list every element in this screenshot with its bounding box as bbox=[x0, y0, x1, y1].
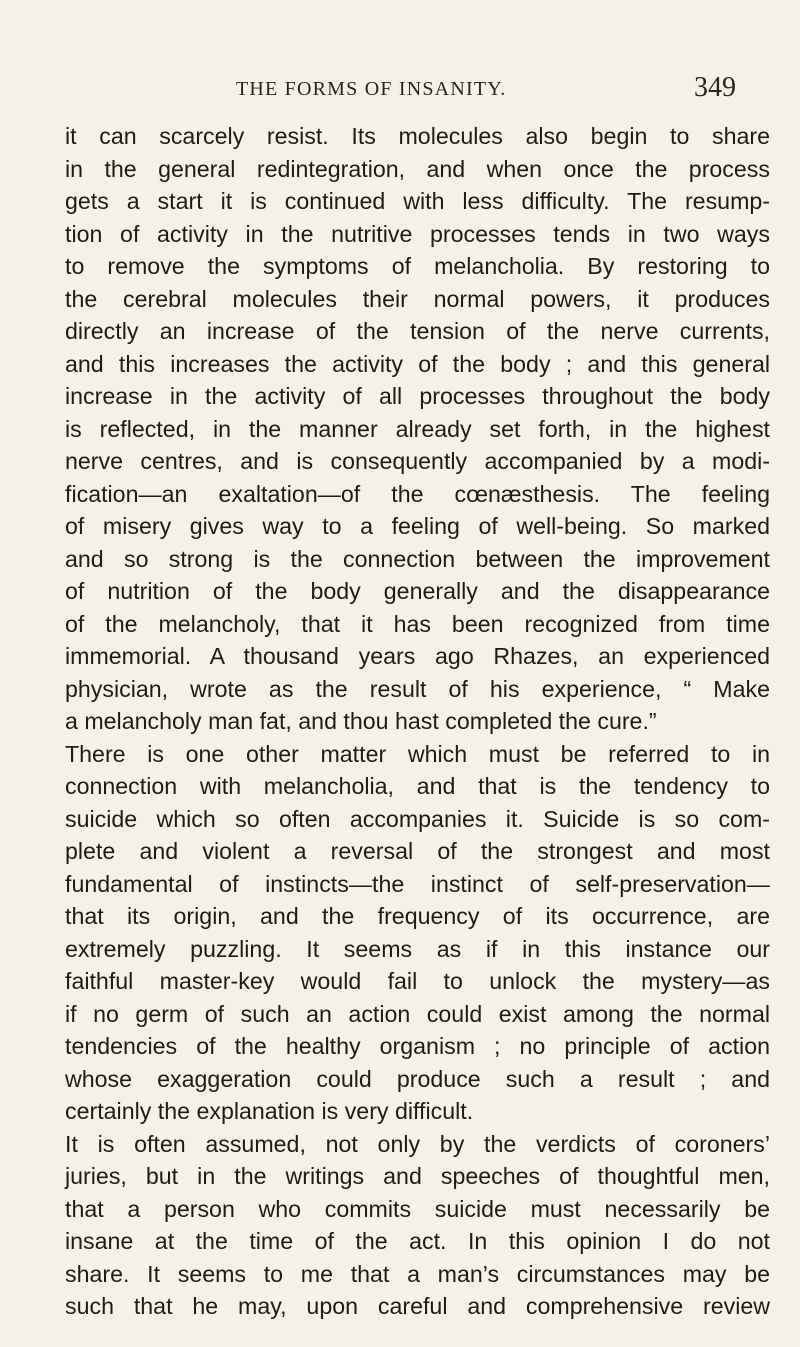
text-line: to remove the symptoms of melancholia. By restoring to bbox=[65, 253, 770, 279]
text-line: such that he may, upon careful and comprehensive review bbox=[65, 1293, 770, 1319]
text-line: directly an increase of the tension of the nerve currents, bbox=[65, 318, 770, 344]
text-line: whose exaggeration could produce such a result ; and bbox=[65, 1065, 770, 1092]
text-line: fication—an exaltation—of the cœnæsthesis. The feeling bbox=[65, 480, 770, 507]
text-line: gets a start it is continued with less difficulty. The resump- bbox=[65, 188, 770, 214]
text-line: tion of activity in the nutritive processes tends in two ways bbox=[65, 220, 770, 247]
text-line: the cerebral molecules their normal powers, it produces bbox=[65, 285, 770, 312]
text-line: and this increases the activity of the body ; and this general bbox=[65, 350, 770, 377]
text-line: of nutrition of the body generally and the disappearance bbox=[65, 578, 770, 604]
text-line: certainly the explanation is very difficult. bbox=[65, 1098, 474, 1124]
page-number: 349 bbox=[694, 72, 736, 103]
text-line: connection with melancholia, and that is the tendency to bbox=[65, 773, 770, 799]
text-line: share. It seems to me that a man’s circumstances may be bbox=[65, 1260, 770, 1287]
text-line: suicide which so often accompanies it. Suicide is so com- bbox=[65, 805, 770, 832]
running-head bbox=[180, 74, 780, 114]
body-text bbox=[65, 120, 770, 1323]
text-line: if no germ of such an action could exist among the normal bbox=[65, 1000, 770, 1027]
text-line: in the general redintegration, and when once the process bbox=[65, 155, 770, 182]
paragraph-start-line: There is one other matter which must be referred to in bbox=[65, 740, 770, 767]
text-line: fundamental of instincts—the instinct of self-preservation— bbox=[65, 870, 770, 897]
text-line: insane at the time of the act. In this opinion I do not bbox=[65, 1228, 770, 1254]
text-line: of the melancholy, that it has been recognized from time bbox=[65, 610, 770, 637]
text-line: faithful master-key would fail to unlock the mystery—as bbox=[65, 968, 770, 994]
text-line: juries, but in the writings and speeches of thoughtful men, bbox=[65, 1163, 770, 1189]
text-line: immemorial. A thousand years ago Rhazes, an experienced bbox=[65, 643, 770, 669]
text-line: it can scarcely resist. Its molecules also begin to share bbox=[65, 123, 770, 149]
text-line: that a person who commits suicide must necessarily be bbox=[65, 1195, 770, 1222]
text-line: increase in the activity of all processes throughout the body bbox=[65, 383, 770, 409]
text-line: is reflected, in the manner already set forth, in the highest bbox=[65, 415, 770, 442]
paragraph-start-line: It is often assumed, not only by the verdicts of coroners’ bbox=[65, 1130, 770, 1157]
text-line: physician, wrote as the result of his experience, “ Make bbox=[65, 675, 770, 702]
text-line: of misery gives way to a feeling of well-being. So marked bbox=[65, 513, 770, 539]
chapter-title: THE FORMS OF INSANITY. bbox=[236, 78, 507, 100]
text-line: and so strong is the connection between the improvement bbox=[65, 545, 770, 572]
text-line: that its origin, and the frequency of its occurrence, are bbox=[65, 903, 770, 929]
text-line: plete and violent a reversal of the strongest and most bbox=[65, 838, 770, 864]
text-line: a melancholy man fat, and thou hast completed the cure.” bbox=[65, 708, 657, 734]
text-line: nerve centres, and is consequently accompanied by a modi- bbox=[65, 448, 770, 474]
text-line: extremely puzzling. It seems as if in this instance our bbox=[65, 935, 770, 962]
text-line: tendencies of the healthy organism ; no principle of action bbox=[65, 1033, 770, 1059]
